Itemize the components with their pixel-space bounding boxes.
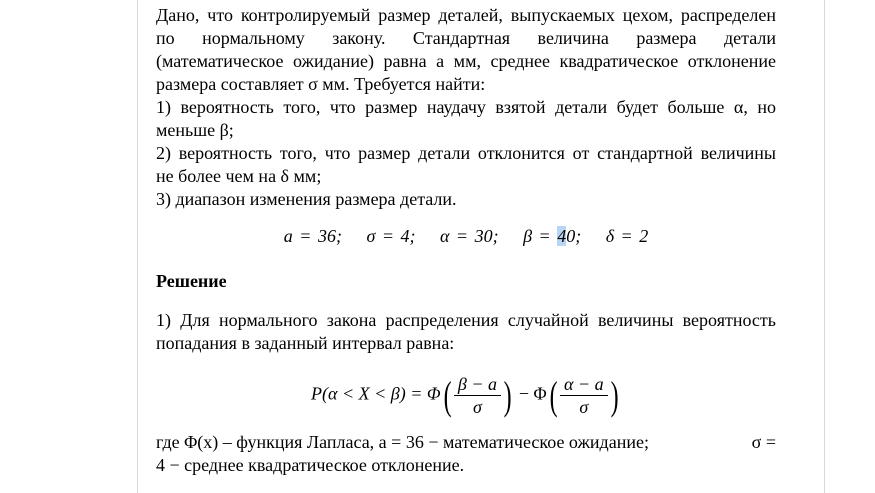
- probability-formula: [156, 373, 776, 425]
- formula-minus: − Φ: [514, 383, 547, 404]
- problem-line-1: Дано, что контролируемый размер деталей, выпускаемых цехом, распределен: [156, 5, 776, 25]
- fraction-1: [454, 373, 501, 418]
- close-paren: ): [503, 372, 512, 418]
- problem-line-2: по нормальному закону. Стандартная величина размера детали: [156, 28, 776, 48]
- formula-left: P(α < X < β) = Φ: [311, 383, 441, 404]
- page-left-border: [137, 0, 138, 493]
- param-beta: [523, 226, 581, 246]
- fraction-1-denominator: σ: [473, 397, 482, 417]
- param-beta-suffix: 0;: [566, 226, 582, 246]
- task-item-1b: меньше β;: [156, 120, 234, 140]
- where-line-2: 4 − среднее квадратическое отклонение.: [156, 455, 465, 475]
- fraction-1-numerator: β − a: [454, 373, 501, 396]
- solution-heading: Решение: [156, 271, 227, 291]
- param-beta-prefix: β =: [523, 226, 558, 246]
- where-text: где Φ(x) – функция Лапласа, a = 36 − математическое ожидание;: [156, 432, 649, 452]
- param-a: a = 36;: [283, 226, 342, 246]
- solution-line-2: попадания в заданный интервал равна:: [156, 333, 455, 353]
- document-page: [156, 4, 776, 477]
- fraction-2-numerator: α − a: [560, 373, 608, 396]
- task-item-1a: 1) вероятность того, что размер наудачу взятой детали будет больше α, но: [156, 97, 776, 117]
- close-paren-2: ): [610, 372, 619, 418]
- fraction-2: [560, 373, 608, 418]
- task-item-2b: не более чем на δ мм;: [156, 166, 322, 186]
- param-alpha: α = 30;: [439, 226, 499, 246]
- task-item-3: 3) диапазон изменения размера детали.: [156, 189, 457, 209]
- problem-line-3: (математическое ожидание) равна a мм, среднее квадратическое отклонение: [156, 51, 776, 71]
- fraction-2-denominator: σ: [579, 397, 589, 417]
- problem-line-4: размера составляет σ мм. Требуется найти:: [156, 74, 486, 94]
- where-line-1: [156, 431, 776, 454]
- open-paren: (: [443, 372, 452, 418]
- param-sigma: σ = 4;: [366, 226, 416, 246]
- solution-line-1: 1) Для нормального закона распределения случайной величины вероятность: [156, 310, 776, 330]
- text-selection-highlight[interactable]: 4: [557, 226, 567, 246]
- where-sigma: σ =: [751, 432, 776, 452]
- page-right-border: [824, 0, 825, 493]
- param-delta: δ = 2: [605, 226, 649, 246]
- given-parameters: [156, 225, 776, 248]
- open-paren-2: (: [549, 372, 558, 418]
- task-item-2a: 2) вероятность того, что размер детали отклонится от стандартной величины: [156, 143, 776, 163]
